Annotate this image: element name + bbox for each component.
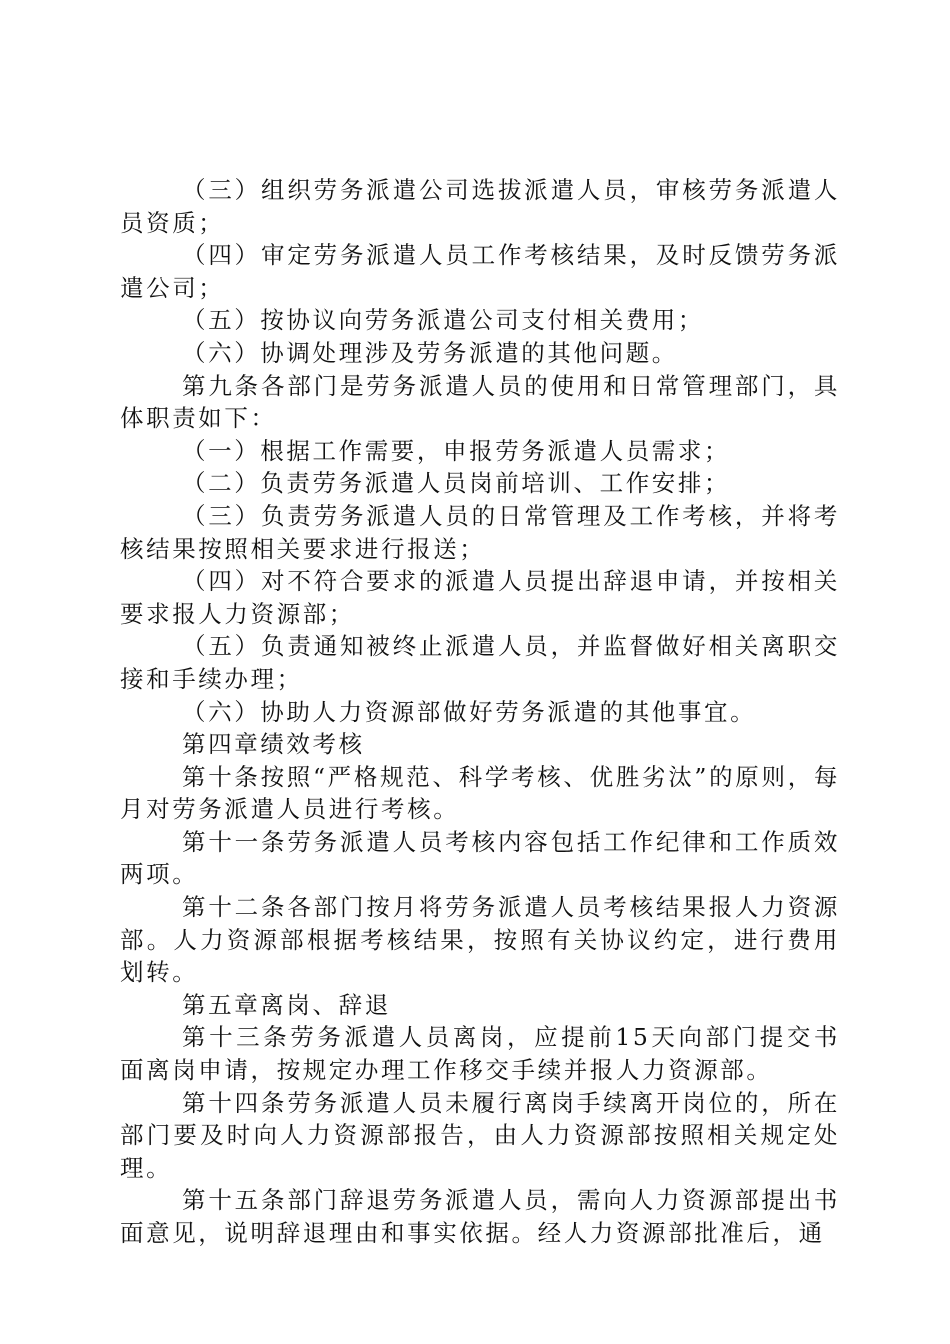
paragraph-article-14: 第十四条劳务派遣人员未履行离岗手续离开岗位的，所在部门要及时向人力资源部报告，由人力资源部按照相关规定处理。 [120, 1088, 840, 1182]
paragraph-article-9-item-1: （一）根据工作需要，申报劳务派遣人员需求； [182, 436, 731, 465]
paragraph-article-9-item-6: （六）协助人力资源部做好劳务派遣的其他事宜。 [182, 697, 757, 726]
document-body [120, 174, 840, 1250]
paragraph-article-10: 第十条按照“严格规范、科学考核、优胜劣汰”的原则，每月对劳务派遣人员进行考核。 [120, 762, 840, 824]
paragraph-item-4-duties: （四）审定劳务派遣人员工作考核结果，及时反馈劳务派遣公司； [120, 241, 840, 302]
paragraph-article-15: 第十五条部门辞退劳务派遣人员，需向人力资源部提出书面意见，说明辞退理由和事实依据。经人力资源部批准后，通 [120, 1186, 840, 1247]
paragraph-article-12: 第十二条各部门按月将劳务派遣人员考核结果报人力资源部。人力资源部根据考核结果，按照有关协议约定，进行费用划转。 [120, 893, 840, 987]
paragraph-article-9-item-4: （四）对不符合要求的派遣人员提出辞退申请，并按相关要求报人力资源部； [120, 567, 840, 628]
paragraph-article-13: 第十三条劳务派遣人员离岗，应提前15天向部门提交书面离岗申请，按规定办理工作移交手续并报人力资源部。 [120, 1023, 840, 1085]
paragraph-article-11: 第十一条劳务派遣人员考核内容包括工作纪律和工作质效两项。 [120, 827, 840, 889]
paragraph-article-9-item-5: （五）负责通知被终止派遣人员，并监督做好相关离职交接和手续办理； [120, 632, 840, 693]
chapter-5-heading: 第五章离岗、辞退 [182, 990, 391, 1019]
paragraph-item-5-duties: （五）按协议向劳务派遣公司支付相关费用； [182, 306, 704, 335]
paragraph-article-9-item-2: （二）负责劳务派遣人员岗前培训、工作安排； [182, 469, 731, 498]
paragraph-article-9: 第九条各部门是劳务派遣人员的使用和日常管理部门，具体职责如下： [120, 371, 840, 433]
chapter-4-heading: 第四章绩效考核 [182, 730, 365, 759]
paragraph-article-9-item-3: （三）负责劳务派遣人员的日常管理及工作考核，并将考核结果按照相关要求进行报送； [120, 501, 840, 563]
paragraph-item-6-duties: （六）协调处理涉及劳务派遣的其他问题。 [182, 338, 678, 367]
paragraph-item-3-duties: （三）组织劳务派遣公司选拔派遣人员，审核劳务派遣人员资质； [120, 176, 840, 237]
